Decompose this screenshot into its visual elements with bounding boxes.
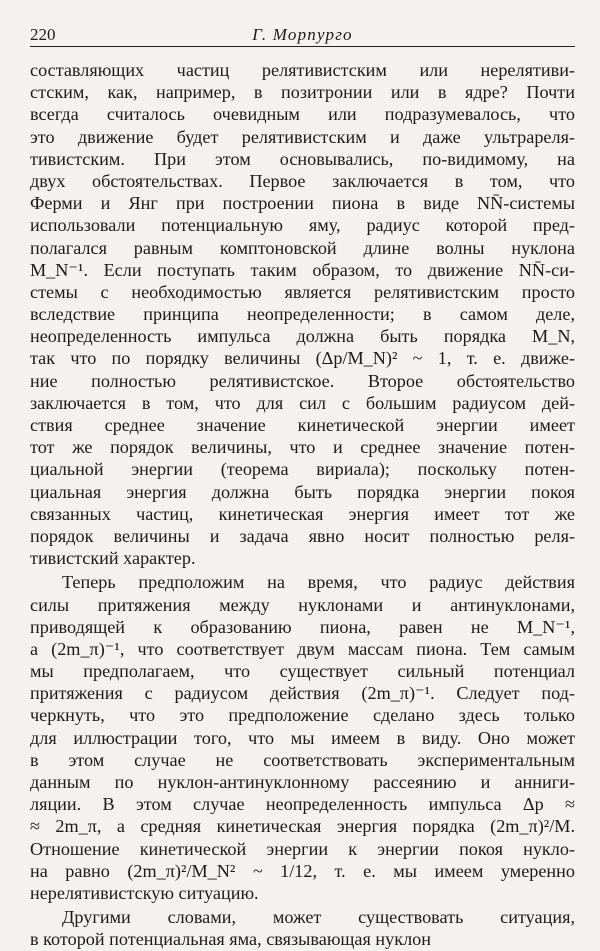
text-line: Теперь предположим на время, что радиус действия <box>62 572 575 593</box>
text-line: циальная энергия должна быть порядка энергии покоя <box>30 481 575 502</box>
paragraph <box>30 571 575 904</box>
text-line: стским, как, например, в позитронии или в ядре? Почти <box>30 82 575 103</box>
text-line: Ферми и Янг при построении пиона в виде NN̄-системы <box>30 193 575 214</box>
text-line: тот же порядок величины, что и среднее значение потен- <box>30 437 575 458</box>
paragraph <box>30 906 575 950</box>
paragraph <box>30 59 575 569</box>
running-header <box>30 22 575 47</box>
text-line: ляции. В этом случае неопределенность импульса Δp ≈ <box>30 794 575 815</box>
text-line: в которой потенциальная яма, связывающая нуклон <box>30 929 431 950</box>
text-line: полагался равным комптоновской длине волны нуклона <box>30 237 575 258</box>
text-line: тивистским. При этом основывались, по-видимому, на <box>30 148 575 169</box>
text-line: данным по нуклон-антинуклонному рассеянию и анниги- <box>30 772 575 792</box>
page-number: 220 <box>30 25 56 44</box>
text-line: ние полностью релятивистское. Второе обстоятельство <box>30 370 575 391</box>
text-line: Отношение кинетической энергии к энергии покоя нукло- <box>30 838 575 859</box>
text-line: на равно (2m_π)²/M_N² ~ 1/12, т. е. мы имеем умеренно <box>30 860 575 881</box>
text-line: двух обстоятельствах. Первое заключается в том, что <box>30 170 575 191</box>
text-line: вследствие принципа неопределенности; в самом деле, <box>30 304 575 325</box>
text-line: а (2m_π)⁻¹, что соответствует двум массам пиона. Тем самым <box>30 638 575 659</box>
text-line: стемы с необходимостью является релятивистским просто <box>30 281 575 302</box>
text-line: неопределенность импульса должна быть порядка M_N, <box>30 326 575 347</box>
text-line: тивистский характер. <box>30 548 196 569</box>
text-line: притяжения с радиусом действия (2m_π)⁻¹. Следует под- <box>30 683 575 704</box>
text-line: M_N⁻¹. Если поступать таким образом, то движение NN̄-си- <box>30 259 575 280</box>
text-line: ≈ 2m_π, а средняя кинетическая энергия порядка (2m_π)²/M. <box>30 816 575 837</box>
text-line: связанных частиц, кинетическая энергия имеет тот же <box>30 503 575 524</box>
text-line: это движение будет релятивистским и даже ультрареля- <box>30 126 575 147</box>
text-line: нерелятивистскую ситуацию. <box>30 882 259 903</box>
text-line: заключается в том, что для сил с большим радиусом дей- <box>30 392 575 413</box>
text-line: Другими словами, может существовать ситуация, <box>62 907 575 928</box>
text-line: ствия среднее значение кинетической энергии имеет <box>30 415 575 435</box>
text-line: приводящей к образованию пиона, равен не M_N⁻¹, <box>30 616 575 637</box>
running-title: Г. Морпурго <box>252 25 353 44</box>
body-text <box>30 59 575 951</box>
text-line: всегда считалось очевидным или подразумевалось, что <box>30 104 575 125</box>
text-line: для иллюстрации того, что мы имеем в виду. Оно может <box>30 727 575 748</box>
text-line: циальной энергии (теорема вириала); поскольку потен- <box>30 459 575 480</box>
text-line: черкнуть, что это предположение сделано здесь только <box>30 705 575 726</box>
text-line: мы предполагаем, что существует сильный потенциал <box>30 661 575 682</box>
text-line: силы притяжения между нуклонами и антинуклонами, <box>30 594 575 615</box>
text-line: использовали потенциальную яму, радиус которой пред- <box>30 215 575 236</box>
text-line: в этом случае не соответствовать экспериментальным <box>30 749 575 770</box>
text-line: так что по порядку величины (Δp/M_N)² ~ 1, т. е. движе- <box>30 348 575 369</box>
text-line: составляющих частиц релятивистским или нерелятиви- <box>30 60 575 80</box>
text-line: порядок величины и задача явно носит полностью реля- <box>30 525 575 546</box>
